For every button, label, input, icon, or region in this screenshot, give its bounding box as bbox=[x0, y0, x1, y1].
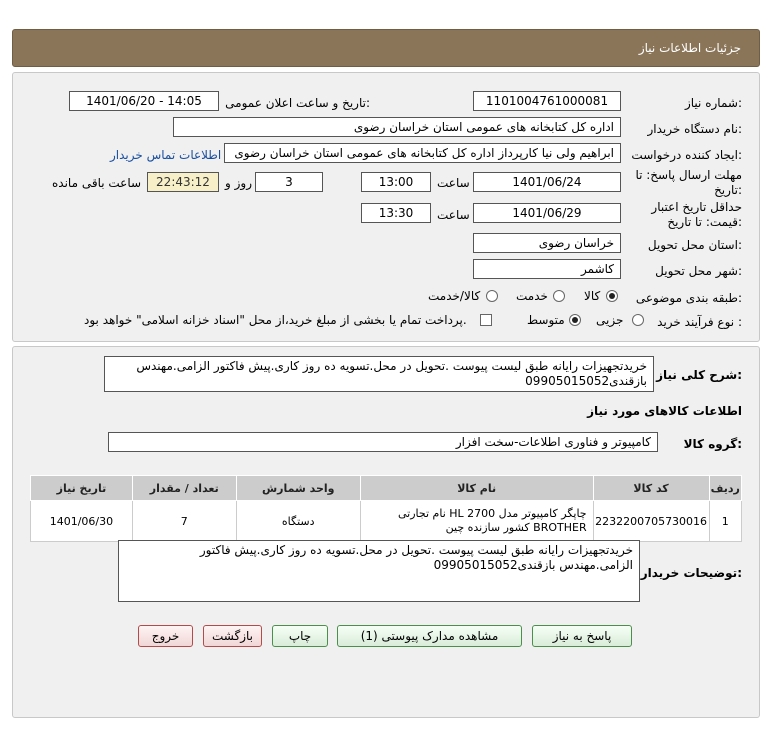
summary-field: خریدتجهیزات رایانه طبق لیست پیوست .تحویل در محل.تسویه ده روز کاری.پیش فاکتور الزامی.مهندس بازقندی09905015052 bbox=[104, 356, 654, 392]
validity-time-field: 13:30 bbox=[361, 203, 431, 223]
remaining-time-field: 22:43:12 bbox=[147, 172, 219, 192]
process-minor-radio[interactable] bbox=[632, 314, 644, 326]
cell-name: چاپگر کامپیوتر مدل HL 2700 نام تجارتی BROTHER کشور سازنده چین bbox=[360, 501, 593, 542]
category-service-radio[interactable] bbox=[553, 290, 565, 302]
goods-info-title: اطلاعات کالاهای مورد نیاز bbox=[587, 404, 742, 418]
exit-button[interactable]: خروج bbox=[138, 625, 193, 647]
category-goods-label: کالا bbox=[584, 289, 601, 303]
deadline-date-field: 1401/06/24 bbox=[473, 172, 621, 192]
validity-label: حداقل تاریخ اعتبار bbox=[651, 200, 742, 214]
column-header-unit: واحد شمارش bbox=[236, 476, 360, 501]
buyer-notes-field: خریدتجهیزات رایانه طبق لیست پیوست .تحویل در محل.تسویه ده روز کاری.پیش فاکتور الزامی.مهندس بازقندی09905015052 bbox=[118, 540, 640, 602]
remaining-label: ساعت باقی مانده bbox=[52, 176, 142, 190]
goods-group-label: گروه کالا: bbox=[683, 437, 742, 451]
process-medium-label: متوسط bbox=[527, 313, 565, 327]
deadline-time-label: ساعت bbox=[437, 176, 470, 190]
deadline-label: مهلت ارسال پاسخ: تا bbox=[635, 168, 742, 182]
buyer-org-field: اداره کل کتابخانه های عمومی استان خراسان رضوی bbox=[173, 117, 621, 137]
page-title: جزئیات اطلاعات نیاز bbox=[638, 41, 741, 55]
need-number-label: شماره نیاز: bbox=[684, 96, 742, 110]
creator-field: ابراهیم ولی نیا کارپرداز اداره کل کتابخانه های عمومی استان خراسان رضوی bbox=[224, 143, 621, 163]
validity-date-field: 1401/06/29 bbox=[473, 203, 621, 223]
validity-time-label: ساعت bbox=[437, 208, 470, 222]
days-label: روز و bbox=[225, 176, 252, 190]
creator-label: ایجاد کننده درخواست: bbox=[631, 148, 742, 162]
province-label: استان محل تحویل: bbox=[647, 238, 742, 252]
summary-label: شرح کلی نیاز: bbox=[656, 368, 742, 382]
cell-unit: دستگاه bbox=[236, 501, 360, 542]
contact-info-link[interactable]: اطلاعات تماس خریدار bbox=[110, 148, 222, 162]
column-header-code: کد کالا bbox=[593, 476, 709, 501]
back-button[interactable]: بازگشت bbox=[203, 625, 262, 647]
column-header-row-number: ردیف bbox=[709, 476, 741, 501]
attachments-button[interactable]: مشاهده مدارک پیوستی (1) bbox=[337, 625, 522, 647]
cell-quantity: 7 bbox=[132, 501, 236, 542]
city-label: شهر محل تحویل: bbox=[655, 264, 742, 278]
reply-button[interactable]: پاسخ به نیاز bbox=[532, 625, 632, 647]
column-header-need-date: تاریخ نیاز bbox=[31, 476, 133, 501]
province-field: خراسان رضوی bbox=[473, 233, 621, 253]
buyer-org-label: نام دستگاه خریدار: bbox=[647, 122, 742, 136]
announce-field: 1401/06/20 - 14:05 bbox=[69, 91, 219, 111]
table-header-row bbox=[31, 476, 742, 501]
column-header-quantity: تعداد / مقدار bbox=[132, 476, 236, 501]
deadline-label-2: تاریخ: bbox=[714, 183, 742, 197]
buyer-notes-label: توضیحات خریدار: bbox=[640, 566, 742, 580]
process-label: نوع فرآیند خرید : bbox=[657, 315, 742, 329]
cell-need-date: 1401/06/30 bbox=[31, 501, 133, 542]
page-header bbox=[12, 29, 760, 67]
announce-label: تاریخ و ساعت اعلان عمومی: bbox=[225, 96, 370, 110]
goods-group-field: کامپیوتر و فناوری اطلاعات-سخت افزار bbox=[108, 432, 658, 452]
treasury-payment-note: پرداخت تمام یا بخشی از مبلغ خرید،از محل "اسناد خزانه اسلامی" خواهد بود. bbox=[84, 313, 467, 327]
category-goods-service-label: کالا/خدمت bbox=[428, 289, 481, 303]
column-header-name: نام کالا bbox=[360, 476, 593, 501]
cell-row-number: 1 bbox=[709, 501, 741, 542]
category-label: طبقه بندی موضوعی: bbox=[635, 291, 742, 305]
process-minor-label: جزیی bbox=[596, 313, 624, 327]
treasury-payment-checkbox[interactable] bbox=[480, 314, 492, 326]
validity-label-2: قیمت: تا تاریخ: bbox=[667, 215, 742, 229]
deadline-time-field: 13:00 bbox=[361, 172, 431, 192]
cell-code: 2232200705730016 bbox=[593, 501, 709, 542]
category-goods-service-radio[interactable] bbox=[486, 290, 498, 302]
category-service-label: خدمت bbox=[516, 289, 548, 303]
print-button[interactable]: چاپ bbox=[272, 625, 328, 647]
city-field: کاشمر bbox=[473, 259, 621, 279]
days-field: 3 bbox=[255, 172, 323, 192]
category-goods-radio[interactable] bbox=[606, 290, 618, 302]
process-medium-radio[interactable] bbox=[569, 314, 581, 326]
need-number-field: 1101004761000081 bbox=[473, 91, 621, 111]
table-row bbox=[31, 501, 742, 542]
goods-table bbox=[30, 475, 742, 542]
